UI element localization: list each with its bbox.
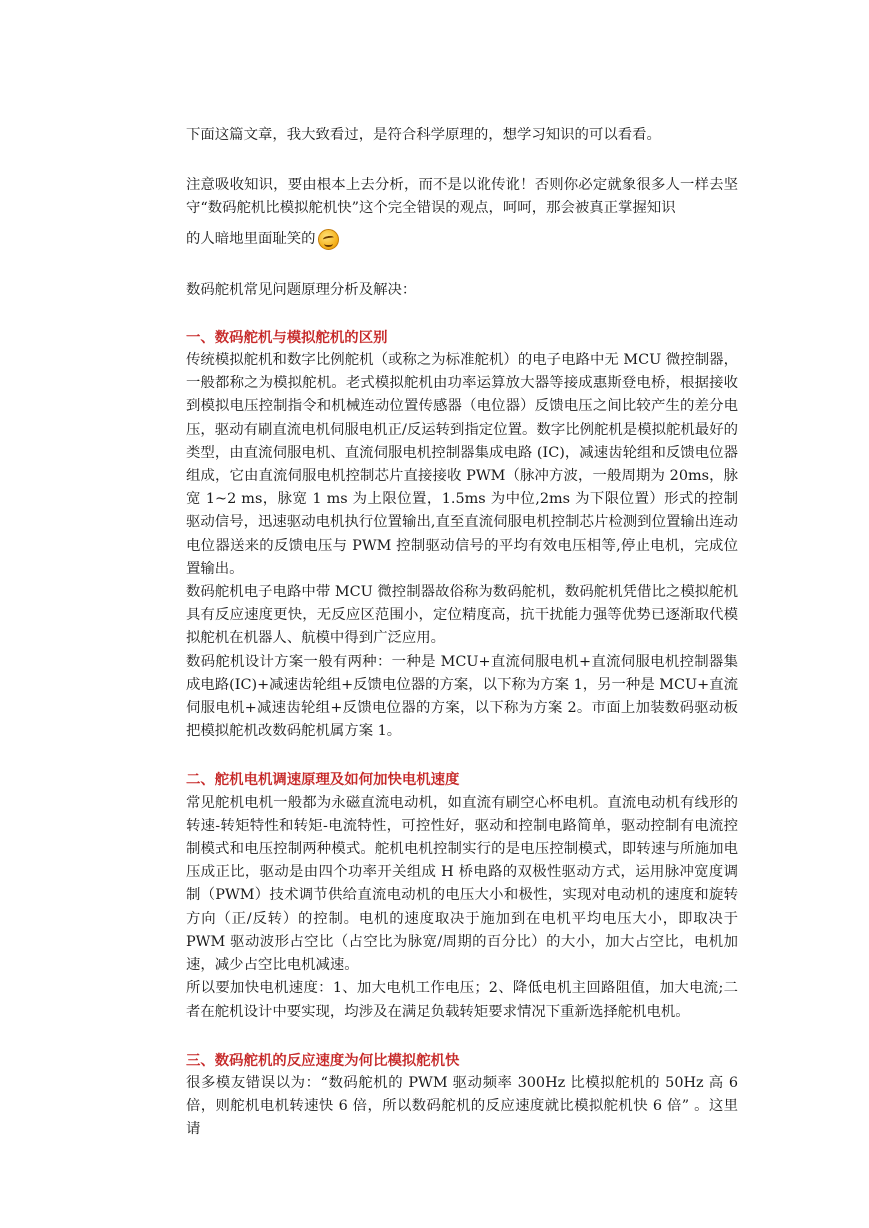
section-2-paragraph-1: 常见舵机电机一般都为永磁直流电动机，如直流有刷空心杯电机。直流电动机有线形的转速-转矩特性和转矩-电流特性，可控性好，驱动和控制电路简单，驱动控制有电流控制模式和电压控制两种模式。舵机电机控制实行的是电压控制模式，即转速与所施加电压成正比，驱动是由四个功率开关组成 H 桥电路的双极性驱动方式，运用脉冲宽度调制（PWM）技术调节供给直流电动机的电压大小和极性，实现对电动机的速度和旋转方向（正/反转）的控制。电机的速度取决于施加到在电机平均电压大小，即取决于 PWM 驱动波形占空比（占空比为脉宽/周期的百分比）的大小，加大占空比，电机加速，减少占空比电机减速。: [186, 794, 738, 974]
intro-last-line: [186, 224, 738, 252]
section-heading-1: 一、数码舵机与模拟舵机的区别: [186, 328, 388, 346]
article-body: [186, 124, 738, 1142]
section-1-paragraph-1: 传统模拟舵机和数字比例舵机（或称之为标准舵机）的电子电路中无 MCU 微控制器，一般都称之为模拟舵机。老式模拟舵机由功率运算放大器等接成惠斯登电桥，根据接收到模拟电压控制指令和机械连动位置传感器（电位器）反馈电压之间比较产生的差分电压，驱动有刷直流电机伺服电机正/反运转到指定位置。数字比例舵机是模拟舵机最好的类型，由直流伺服电机、直流伺服电机控制器集成电路 (IC)，减速齿轮组和反馈电位器组成，它由直流伺服电机控制芯片直接接收 PWM（脉冲方波，一般周期为 20ms，脉宽 1~2 ms，脉宽 1 ms 为上限位置，1.5ms 为中位,2ms 为下限位置）形式的控制驱动信号，迅速驱动电机执行位置输出,直至直流伺服电机控制芯片检测到位置输出连动电位器送来的反馈电压与 PWM 控制驱动信号的平均有效电压相等,停止电机，完成位置输出。: [186, 352, 738, 577]
intro-line-1: 下面这篇文章，我大致看过，是符合科学原理的，想学习知识的可以看看。: [186, 127, 661, 143]
section-2-paragraph-2: 所以要加快电机速度：1、加大电机工作电压；2、降低电机主回路阻值，加大电流;二者在舵机设计中要实现，均涉及在满足负载转矩要求情况下重新选择舵机电机。: [186, 980, 738, 1020]
smiling-face-icon: [318, 229, 339, 250]
section-1-paragraph-2: 数码舵机电子电路中带 MCU 微控制器故俗称为数码舵机，数码舵机凭借比之模拟舵机具有反应速度更快，无反应区范围小，定位精度高，抗干扰能力强等优势已逐渐取代模拟舵机在机器人、航模中得到广泛应用。: [186, 584, 738, 647]
section-heading-3: 三、数码舵机的反应速度为何比模拟舵机快: [186, 1051, 460, 1069]
section-1-paragraph-3: 数码舵机设计方案一般有两种：一种是 MCU+直流伺服电机+直流伺服电机控制器集成电路(IC)+减速齿轮组+反馈电位器的方案，以下称为方案 1，另一种是 MCU+直流伺服电机+减速齿轮组+反馈电位器的方案，以下称为方案 2。市面上加装数码驱动板把模拟舵机改数码舵机属方案 1。: [186, 653, 738, 740]
section-heading-2: 二、舵机电机调速原理及如何加快电机速度: [186, 771, 460, 789]
doc-title: 数码舵机常见问题原理分析及解决：: [186, 281, 417, 298]
section-3-paragraph-1: 很多模友错误以为：“数码舵机的 PWM 驱动频率 300Hz 比模拟舵机的 50Hz 高 6 倍，则舵机电机转速快 6 倍，所以数码舵机的反应速度就比模拟舵机快 6 倍” 。这里请: [186, 1074, 738, 1138]
intro-paragraph: 注意吸收知识，要由根本上去分析，而不是以讹传讹！否则你必定就象很多人一样去坚守“数码舵机比模拟舵机快”这个完全错误的观点，呵呵，那会被真正掌握知识: [186, 177, 738, 217]
intro-line-3: 的人暗地里面耻笑的: [186, 231, 316, 248]
